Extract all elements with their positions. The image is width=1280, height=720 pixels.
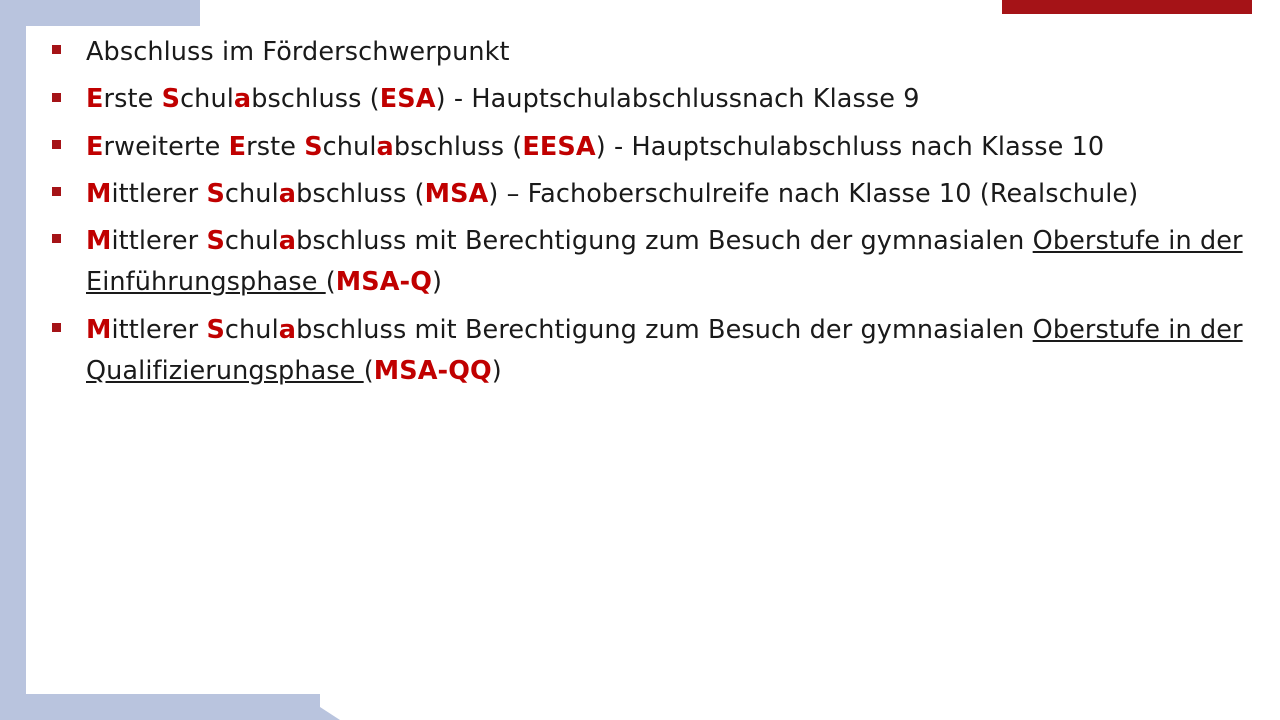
bullet-text-run: chul: [322, 131, 377, 162]
bullet-text-run: Oberstufe in der Qualifizierungsphase: [86, 314, 1243, 387]
bullet-square-icon: [52, 187, 61, 196]
bullet-text-run: S: [161, 84, 181, 115]
bullet-item: [44, 32, 1244, 73]
bullet-text-run: ) – Fachoberschulreife nach Klasse 10 (Realschule): [488, 178, 1139, 209]
bullet-text-run: ittlerer: [111, 314, 207, 345]
bullet-text-run: a: [233, 84, 252, 115]
bullet-text-run: M: [86, 314, 112, 345]
bullet-text-run: bschluss (: [251, 84, 380, 115]
bullet-text: [86, 179, 1138, 209]
bullet-text-run: ESA: [379, 84, 436, 115]
bullet-square-icon: [52, 140, 61, 149]
bullet-text-run: rweiterte: [103, 131, 229, 162]
bullet-text-run: a: [278, 314, 297, 345]
bullet-text-run: rste: [246, 131, 305, 162]
bullet-text: [86, 226, 1243, 297]
bullet-text-run: rste: [103, 84, 162, 115]
bullet-text-run: MSA: [424, 178, 489, 209]
bullet-text: [86, 37, 510, 67]
bullet-text-run: EESA: [522, 131, 596, 162]
bullet-text-run: bschluss (: [393, 131, 523, 162]
bullet-text-run: Abschluss im Förderschwerpunkt: [86, 37, 510, 67]
bullet-text-run: chul: [224, 178, 279, 209]
bullet-text-run: (: [363, 356, 374, 387]
top-right-accent-bar: [1002, 0, 1252, 14]
bullet-text-run: ): [432, 267, 443, 298]
bullet-text: [86, 132, 1104, 162]
bullet-text-run: M: [86, 226, 112, 257]
bullet-text-run: bschluss (: [296, 178, 425, 209]
bullet-square-icon: [52, 45, 61, 54]
bullet-text-run: chul: [224, 314, 279, 345]
bullet-text-run: MSA-Q: [335, 267, 433, 298]
bullet-text-run: bschluss mit Berechtigung zum Besuch der gymnasialen: [296, 226, 1033, 257]
bullet-text-run: a: [278, 226, 297, 257]
bullet-item: [44, 127, 1244, 168]
bullet-text-run: E: [86, 84, 104, 115]
bullet-square-icon: [52, 323, 61, 332]
bullet-square-icon: [52, 234, 61, 243]
slide-body: [44, 32, 1244, 398]
bullet-text-run: ): [491, 356, 502, 387]
bullet-list: [44, 32, 1244, 392]
bullet-item: [44, 79, 1244, 120]
bullet-square-icon: [52, 93, 61, 102]
bullet-text-run: ittlerer: [111, 226, 207, 257]
bullet-text-run: S: [304, 131, 323, 162]
bullet-text: [86, 315, 1243, 386]
bullet-text-run: a: [376, 131, 394, 162]
bullet-text-run: S: [206, 314, 225, 345]
bottom-left-decorative-corner: [300, 694, 340, 720]
bullet-text-run: bschluss mit Berechtigung zum Besuch der gymnasialen: [296, 314, 1033, 345]
bullet-text-run: ittlerer: [111, 178, 207, 209]
bullet-text-run: E: [86, 131, 104, 162]
bullet-text-run: chul: [224, 226, 279, 257]
bullet-text-run: ) - Hauptschulabschlussnach Klasse 9: [435, 84, 920, 115]
bullet-text-run: ) - Hauptschulabschluss nach Klasse 10: [595, 131, 1105, 162]
bullet-text-run: (: [325, 267, 336, 298]
bullet-text-run: chul: [180, 84, 234, 115]
bottom-left-decorative-band: [0, 694, 320, 720]
bullet-text-run: a: [278, 178, 297, 209]
bullet-text-run: S: [206, 178, 225, 209]
bullet-item: [44, 310, 1244, 393]
bullet-text: [86, 84, 920, 114]
bullet-item: [44, 174, 1244, 215]
bullet-text-run: Oberstufe in der Einführungsphase: [86, 226, 1243, 298]
top-left-decorative-corner: [166, 0, 200, 26]
bullet-text-run: M: [86, 178, 112, 209]
bullet-text-run: S: [206, 226, 225, 257]
bullet-text-run: MSA-QQ: [373, 356, 492, 387]
bullet-text-run: E: [228, 131, 247, 162]
bullet-item: [44, 221, 1244, 304]
